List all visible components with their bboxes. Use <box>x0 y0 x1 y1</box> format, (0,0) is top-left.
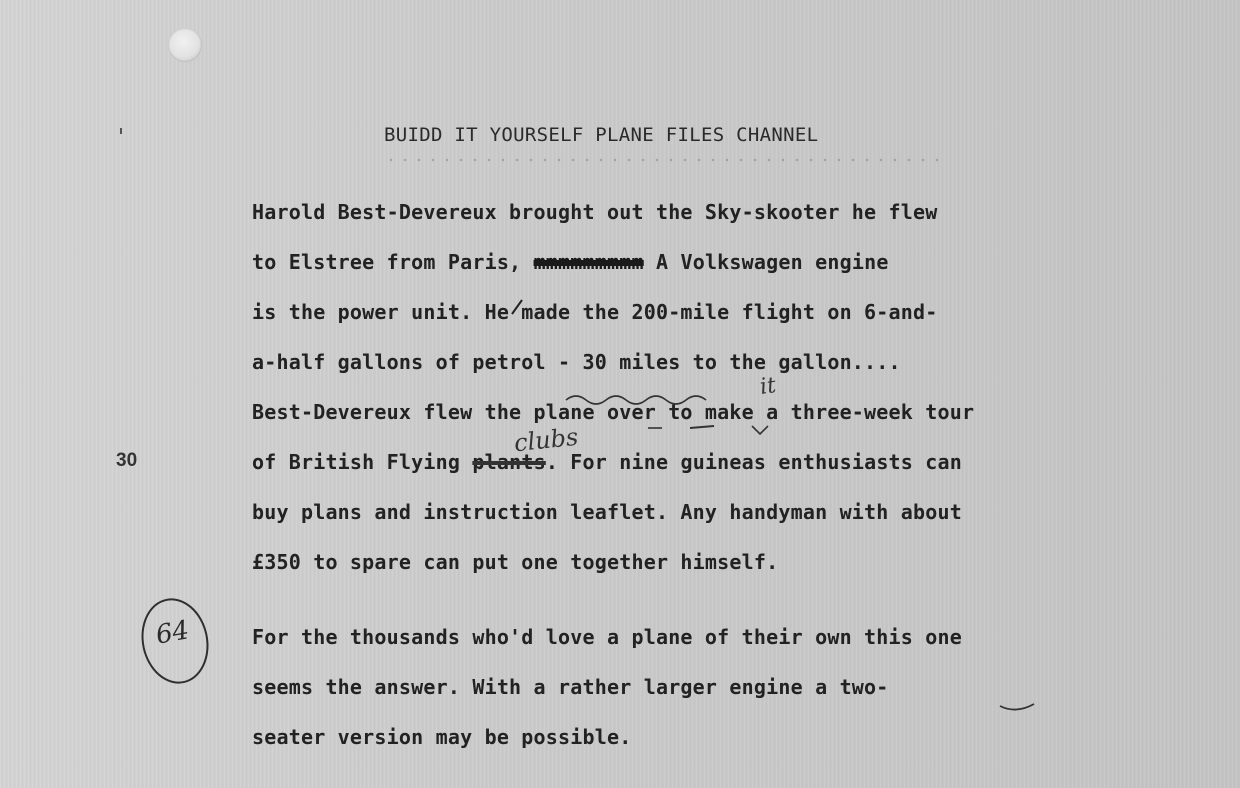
swash-under-two <box>1000 704 1034 710</box>
paragraph1-line2 <box>252 250 889 274</box>
paragraph2-line2: seems the answer. With a rather larger engine a two- <box>252 675 889 699</box>
struck-out-text: mmmmmmmmm <box>533 250 644 274</box>
paragraph1-line7: buy plans and instruction leaflet. Any handyman with about <box>252 500 962 524</box>
paragraph1-line2-text-b: A Volkswagen engine <box>643 250 889 274</box>
margin-tick-mark <box>120 128 122 134</box>
handwritten-insert-it: it <box>758 373 778 400</box>
paragraph1-line1: Harold Best-Devereux brought out the Sky-skooter he flew <box>252 200 938 224</box>
paragraph1-line2-text-a: to Elstree from Paris, <box>252 250 522 274</box>
margin-line-number: 30 <box>116 450 138 471</box>
paragraph1-line8: £350 to spare can put one together himself. <box>252 550 779 574</box>
paragraph1-line5: Best-Devereux flew the plane over to make a three-week tour <box>252 400 975 424</box>
paragraph1-line6 <box>252 450 962 474</box>
dash-under-over <box>690 426 714 428</box>
paragraph1-line6-text-a: of British Flying <box>252 450 461 474</box>
circled-page-number: 64 <box>153 615 192 651</box>
paragraph2-line3: seater version may be possible. <box>252 725 632 749</box>
paragraph1-line3: is the power unit. He made the 200-mile flight on 6-and- <box>252 300 938 324</box>
title-underline-dots <box>384 158 944 162</box>
document-title: BUIDD IT YOURSELF PLANE FILES CHANNEL <box>384 124 819 146</box>
paragraph2-line1: For the thousands who'd love a plane of their own this one <box>252 625 962 649</box>
caret-insert-mark <box>752 426 768 434</box>
punch-hole <box>168 28 202 62</box>
paragraph1-line4: a-half gallons of petrol - 30 miles to the gallon.... <box>252 350 901 374</box>
paragraph1-line6-text-b: . For nine guineas enthusiasts can <box>545 450 963 474</box>
handwritten-insert-clubs: clubs <box>512 422 580 458</box>
struck-out-word: plants <box>472 450 546 474</box>
